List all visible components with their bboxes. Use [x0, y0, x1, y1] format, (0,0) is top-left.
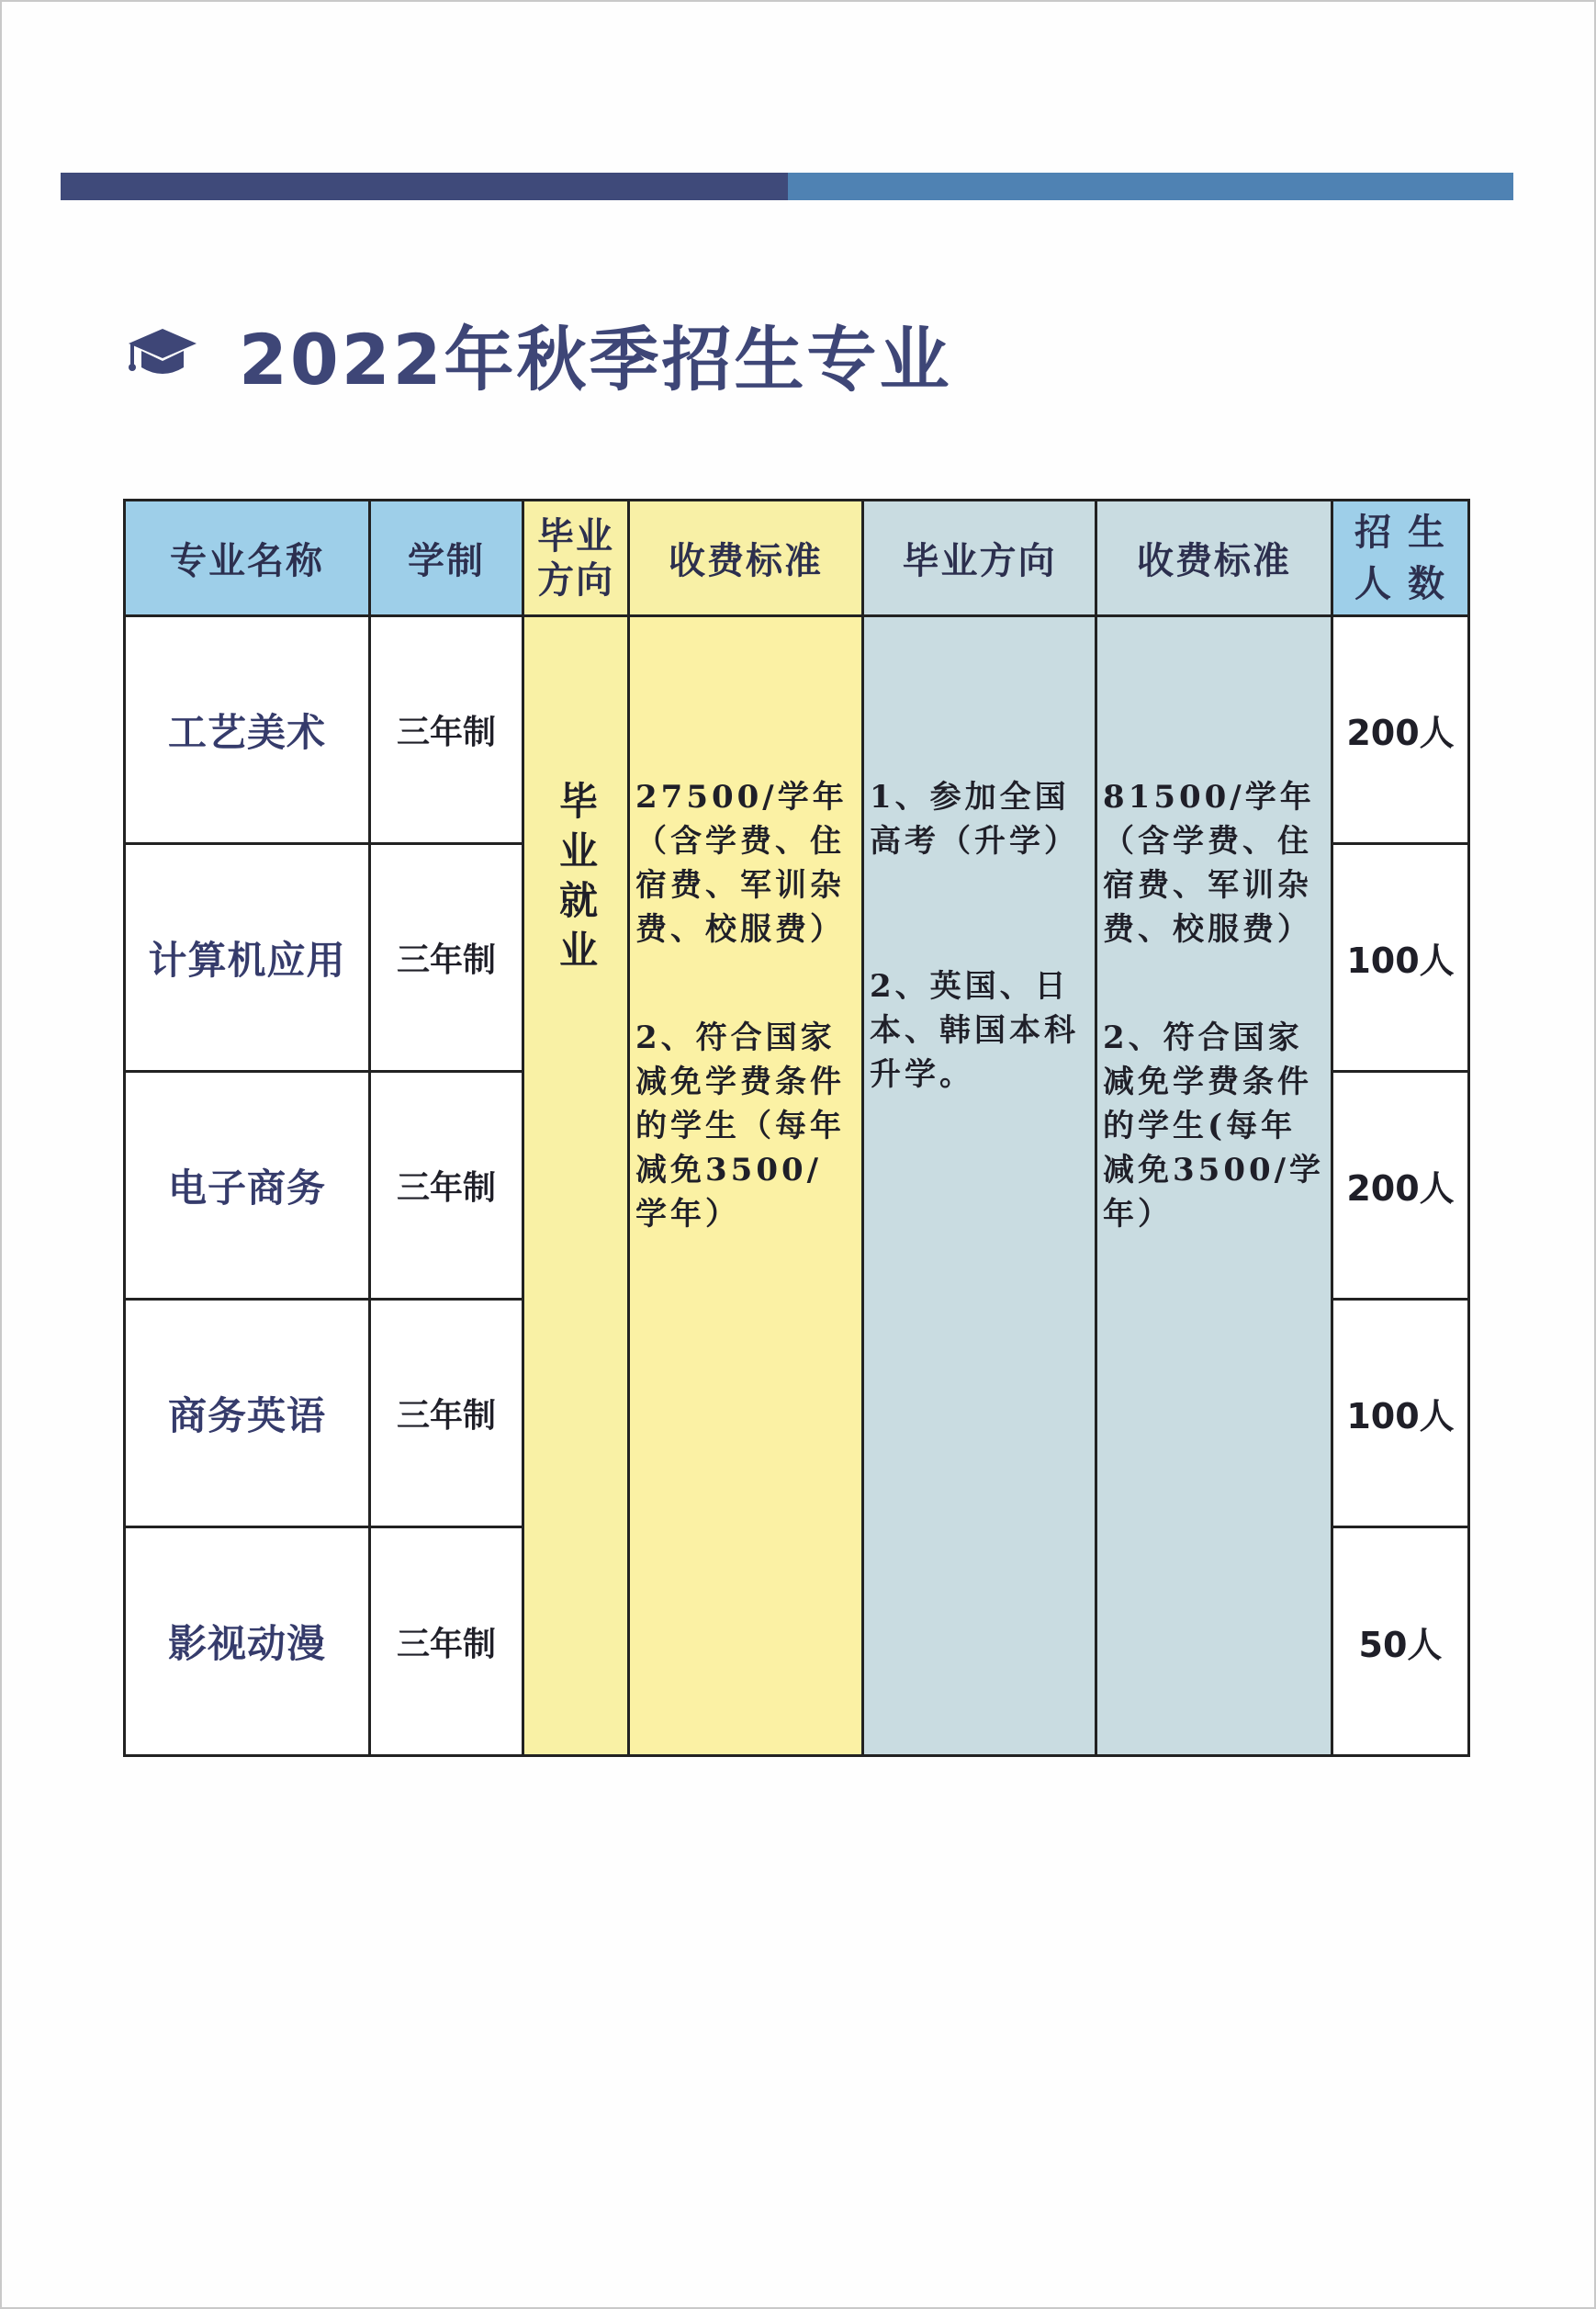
enrollment-count: 100人: [1333, 1301, 1467, 1528]
duration: 三年制: [371, 1073, 524, 1301]
employment-fee-item2: 2、符合国家减免学费条件的学生（每年减免3500/学年）: [635, 1019, 845, 1233]
enrollment-count: 100人: [1333, 845, 1467, 1073]
top-bar-light-segment: [788, 173, 1513, 200]
major-name: 商务英语: [126, 1301, 371, 1528]
header-direction-employment: [524, 501, 630, 617]
header-count-line2: 人 数: [1354, 562, 1446, 605]
top-bar-dark-segment: [61, 173, 788, 200]
header-duration: 学制: [371, 501, 524, 617]
header-direction-employment-line1: 毕业: [537, 514, 614, 558]
page-title: 2022年秋季招生专业: [239, 318, 952, 400]
employment-fee-cell: [630, 617, 864, 1754]
graduation-cap-icon: [127, 321, 200, 386]
employment-direction-text: 毕业就业: [554, 781, 599, 979]
duration: 三年制: [371, 617, 524, 845]
duration: 三年制: [371, 1301, 524, 1528]
study-fee-cell: [1097, 617, 1333, 1754]
study-fee-item1: 81500/学年（含学费、住宿费、军训杂费、校服费）: [1103, 779, 1315, 948]
header-enrollment-count: [1333, 501, 1467, 617]
enrollment-count: 200人: [1333, 617, 1467, 845]
study-direction-cell: [864, 617, 1097, 1754]
enrollment-count: 200人: [1333, 1073, 1467, 1301]
major-name: 电子商务: [126, 1073, 371, 1301]
header-direction-study: 毕业方向: [864, 501, 1097, 617]
header-direction-employment-line2: 方向: [537, 558, 614, 602]
study-direction-item2: 2、英国、日本、韩国本科升学。: [870, 968, 1079, 1093]
major-name: 工艺美术: [126, 617, 371, 845]
duration: 三年制: [371, 845, 524, 1073]
enrollment-table: [123, 499, 1470, 1757]
top-decorative-bar: [61, 173, 1513, 200]
study-direction-item1: 1、参加全国高考（升学）: [870, 779, 1079, 860]
enrollment-count: 50人: [1358, 1624, 1443, 1665]
header-fee-study: 收费标准: [1097, 501, 1333, 617]
employment-direction-cell: [524, 617, 630, 1754]
duration: 三年制: [371, 1528, 524, 1754]
major-name: 计算机应用: [126, 845, 371, 1073]
title-row: [127, 303, 952, 404]
header-fee-employment: 收费标准: [630, 501, 864, 617]
header-major: 专业名称: [126, 501, 371, 617]
employment-fee-item1: 27500/学年（含学费、住宿费、军训杂费、校服费）: [635, 779, 848, 948]
header-count-line1: 招 生: [1354, 511, 1446, 554]
study-fee-item2: 2、符合国家减免学费条件的学生(每年减免3500/学年）: [1103, 1019, 1325, 1233]
major-name: 影视动漫: [126, 1528, 371, 1754]
